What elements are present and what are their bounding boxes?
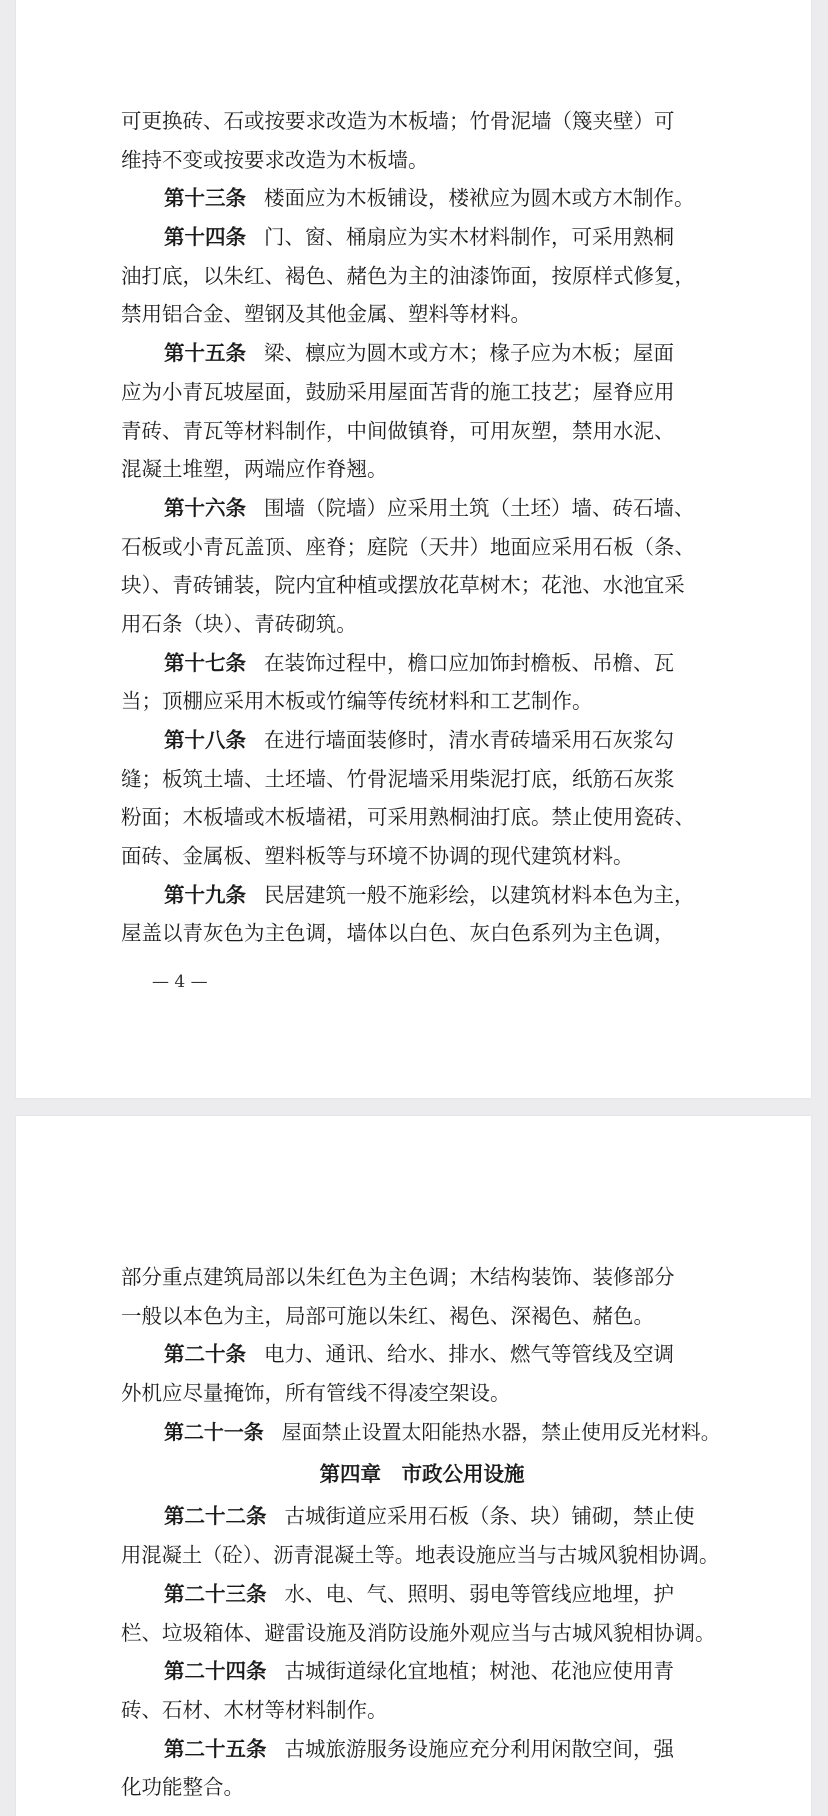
text-line — [121, 528, 723, 567]
line-text: 禁用铝合金、塑钢及其他金属、塑料等材料。 — [121, 302, 531, 327]
article-number: 第十八条 — [164, 728, 246, 752]
article-number: 第二十一条 — [164, 1419, 264, 1444]
article-number: 第二十五条 — [164, 1736, 267, 1761]
text-line — [121, 1258, 723, 1297]
text-line — [121, 1297, 723, 1336]
article-number: 第二十二条 — [164, 1504, 267, 1529]
line-text: 屋盖以青灰色为主色调，墙体以白色、灰白色系列为主色调， — [121, 921, 675, 946]
line-text: 门、窗、桶扇应为实木材料制作，可采用熟桐 — [264, 225, 674, 250]
article-first-line — [121, 1413, 723, 1452]
text-line — [121, 1536, 723, 1575]
line-text: 古城街道应采用石板（条、块）铺砌，禁止使 — [284, 1504, 695, 1529]
line-text: 用混凝土（砼）、沥青混凝土等。地表设施应当与古城风貌相协调。 — [121, 1543, 720, 1568]
article-first-line — [121, 1497, 723, 1536]
article-first-line — [121, 334, 723, 373]
line-text: 缝；板筑土墙、土坯墙、竹骨泥墙采用柴泥打底，纸筋石灰浆 — [121, 766, 675, 791]
chapter-heading: 第四章 市政公用设施 — [319, 1462, 525, 1487]
line-text: 可更换砖、石或按要求改造为木板墙；竹骨泥墙（篾夹壁）可 — [121, 109, 675, 133]
line-text: 化功能整合。 — [121, 1775, 244, 1800]
document-page-1 — [16, 0, 811, 1098]
line-text: 部分重点建筑局部以朱红色为主色调；木结构装饰、装修部分 — [121, 1265, 675, 1289]
line-text: 石板或小青瓦盖顶、座脊；庭院（天井）地面应采用石板（条、 — [121, 534, 695, 559]
line-text: 面砖、金属板、塑料板等与环境不协调的现代建筑材料。 — [121, 844, 634, 869]
text-line — [121, 1691, 723, 1730]
article-first-line — [121, 644, 723, 683]
article-first-line — [121, 1652, 723, 1691]
line-text: 应为小青瓦坡屋面，鼓励采用屋面苫背的施工技艺；屋脊应用 — [121, 379, 675, 404]
document-page-2 — [16, 1116, 811, 1816]
article-number: 第二十四条 — [164, 1659, 267, 1684]
line-text: 梁、檩应为圆木或方木；椽子应为木板；屋面 — [264, 341, 674, 366]
page-1-text — [121, 102, 723, 953]
text-line — [121, 1768, 723, 1807]
line-text: 用石条（块）、青砖砌筑。 — [121, 611, 357, 636]
article-first-line — [121, 1335, 723, 1374]
article-first-line — [121, 489, 723, 528]
line-text: 电力、通讯、给水、排水、燃气等管线及空调 — [264, 1342, 674, 1367]
article-number: 第十九条 — [164, 882, 246, 907]
line-text: 外机应尽量掩饰，所有管线不得凌空架设。 — [121, 1381, 511, 1406]
line-text: 当；顶棚应采用木板或竹编等传统材料和工艺制作。 — [121, 689, 593, 714]
line-text: 油打底，以朱红、褐色、赭色为主的油漆饰面，按原样式修复， — [121, 263, 695, 288]
article-first-line — [121, 721, 723, 760]
article-first-line — [121, 1730, 723, 1769]
line-text: 水、电、气、照明、弱电等管线应地埋，护 — [284, 1581, 674, 1606]
text-line — [121, 798, 723, 837]
line-text: 古城旅游服务设施应充分利用闲散空间，强 — [284, 1736, 674, 1761]
line-text: 栏、垃圾箱体、避雷设施及消防设施外观应当与古城风貌相协调。 — [121, 1620, 716, 1645]
article-first-line — [121, 876, 723, 915]
page-2-text — [121, 1258, 723, 1807]
line-text: 民居建筑一般不施彩绘，以建筑材料本色为主， — [264, 882, 695, 907]
page-number: — 4 — — [152, 972, 208, 992]
text-line — [121, 914, 723, 953]
article-number: 第十五条 — [164, 341, 246, 366]
article-number: 第二十条 — [164, 1342, 246, 1367]
line-text: 在进行墙面装修时，清水青砖墙采用石灰浆勾 — [264, 728, 674, 752]
article-number: 第十六条 — [164, 495, 246, 520]
line-text: 混凝土堆塑，两端应作脊翘。 — [121, 457, 388, 482]
text-line — [121, 257, 723, 296]
text-line — [121, 102, 723, 141]
text-line — [121, 837, 723, 876]
article-first-line — [121, 179, 723, 218]
line-text: 砖、石材、木材等材料制作。 — [121, 1697, 388, 1722]
line-text: 一般以本色为主，局部可施以朱红、褐色、深褐色、赭色。 — [121, 1303, 654, 1328]
text-line — [121, 1614, 723, 1653]
article-number: 第十四条 — [164, 225, 246, 250]
line-text: 粉面；木板墙或木板墙裙，可采用熟桐油打底。禁止使用瓷砖、 — [121, 805, 695, 830]
article-number: 第十三条 — [164, 186, 246, 211]
line-text: 屋面禁止设置太阳能热水器，禁止使用反光材料。 — [281, 1419, 721, 1444]
text-line — [121, 605, 723, 644]
text-line — [121, 373, 723, 412]
text-line — [121, 566, 723, 605]
text-line — [121, 412, 723, 451]
line-text: 在装饰过程中，檐口应加饰封檐板、吊檐、瓦 — [264, 650, 674, 675]
text-line — [121, 141, 723, 180]
article-number: 第二十三条 — [164, 1581, 267, 1606]
text-line — [121, 682, 723, 721]
article-first-line — [121, 1575, 723, 1614]
text-line — [121, 450, 723, 489]
line-text: 楼面应为木板铺设，楼袱应为圆木或方木制作。 — [264, 186, 695, 211]
line-text: 块）、青砖铺装，院内宜种植或摆放花草树木；花池、水池宜采 — [121, 573, 685, 598]
text-line — [121, 1374, 723, 1413]
article-first-line — [121, 218, 723, 257]
article-number: 第十七条 — [164, 650, 246, 675]
line-text: 围墙（院墙）应采用土筑（土坯）墙、砖石墙、 — [264, 495, 695, 520]
line-text: 维持不变或按要求改造为木板墙。 — [121, 147, 429, 172]
text-line — [121, 760, 723, 799]
text-line — [121, 295, 723, 334]
line-text: 古城街道绿化宜地植；树池、花池应使用青 — [284, 1659, 674, 1684]
line-text: 青砖、青瓦等材料制作，中间做镇脊，可用灰塑，禁用水泥、 — [121, 418, 675, 443]
